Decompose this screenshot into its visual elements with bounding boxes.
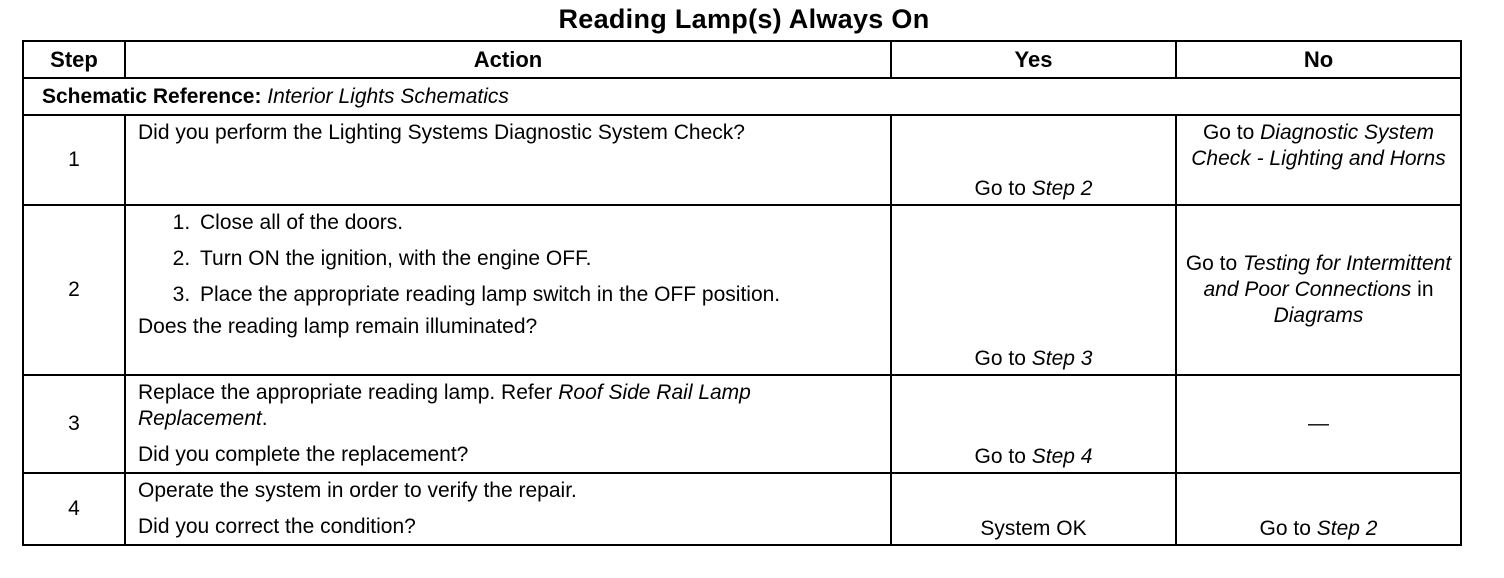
table-row — [23, 473, 1461, 545]
table-row — [23, 375, 1461, 473]
no-prefix: Go to — [1202, 121, 1261, 144]
no-cell — [1176, 375, 1461, 473]
instruction-prefix: Replace the appropriate reading lamp. Refer — [138, 381, 559, 404]
step-question: Did you perform the Lighting Systems Diagnostic System Check? — [138, 121, 745, 144]
header-step: Step — [23, 41, 125, 78]
action-cell — [125, 205, 891, 375]
step-instruction — [138, 380, 882, 432]
schematic-reference — [23, 78, 1461, 115]
step-number: 1 — [23, 115, 125, 205]
step-question: Does the reading lamp remain illuminated? — [138, 315, 538, 338]
table-row — [23, 205, 1461, 375]
step-question: Did you correct the condition? — [138, 515, 416, 538]
yes-prefix: Go to — [974, 177, 1032, 200]
table-row — [23, 115, 1461, 205]
no-cell — [1176, 473, 1461, 545]
step-number: 2 — [23, 205, 125, 375]
action-cell — [125, 375, 891, 473]
no-dash: — — [1308, 412, 1329, 435]
no-cell — [1176, 205, 1461, 375]
header-no: No — [1176, 41, 1461, 78]
diagnostic-table — [22, 40, 1462, 546]
yes-cell — [891, 205, 1176, 375]
yes-target-link[interactable]: Step 2 — [1031, 177, 1093, 200]
action-cell — [125, 115, 891, 205]
header-yes: Yes — [891, 41, 1176, 78]
sub-step-list — [138, 210, 882, 308]
sub-step: 1. Close all of the doors. — [196, 210, 882, 236]
yes-target-link[interactable]: Step 4 — [1031, 445, 1093, 468]
header-action: Action — [125, 41, 891, 78]
sub-step: 3. Place the appropriate reading lamp switch in the OFF position. — [196, 282, 882, 308]
instruction-ref-link[interactable]: Roof Side Rail Lamp Replacement — [138, 381, 751, 430]
no-mid-text: in — [1411, 278, 1434, 301]
instruction-suffix: . — [261, 407, 268, 430]
schematic-reference-row — [23, 78, 1461, 115]
step-instruction: Operate the system in order to verify the repair. — [138, 479, 577, 502]
no-cell — [1176, 115, 1461, 205]
header-row — [23, 41, 1461, 78]
no-target-link[interactable]: Testing for Intermittent and Poor Connections — [1203, 252, 1452, 301]
yes-prefix: Go to — [974, 347, 1032, 370]
schematic-reference-label: Schematic Reference: — [42, 84, 262, 108]
action-cell — [125, 473, 891, 545]
step-question: Did you complete the replacement? — [138, 443, 469, 466]
page-title: Reading Lamp(s) Always On — [558, 4, 930, 34]
schematic-reference-link[interactable]: Interior Lights Schematics — [267, 84, 509, 108]
no-target2-link[interactable]: Diagrams — [1273, 304, 1364, 327]
no-prefix: Go to — [1259, 517, 1317, 540]
step-number: 3 — [23, 375, 125, 473]
yes-target-link[interactable]: Step 3 — [1031, 347, 1093, 370]
yes-text: System OK — [980, 517, 1087, 540]
step-number: 4 — [23, 473, 125, 545]
no-target-link[interactable]: Step 2 — [1316, 517, 1378, 540]
yes-cell — [891, 115, 1176, 205]
no-target-link[interactable]: Diagnostic System Check - Lighting and Horns — [1191, 121, 1446, 170]
yes-prefix: Go to — [974, 445, 1032, 468]
yes-cell — [891, 375, 1176, 473]
no-prefix: Go to — [1185, 252, 1244, 275]
sub-step: 2. Turn ON the ignition, with the engine OFF. — [196, 246, 882, 272]
yes-cell — [891, 473, 1176, 545]
